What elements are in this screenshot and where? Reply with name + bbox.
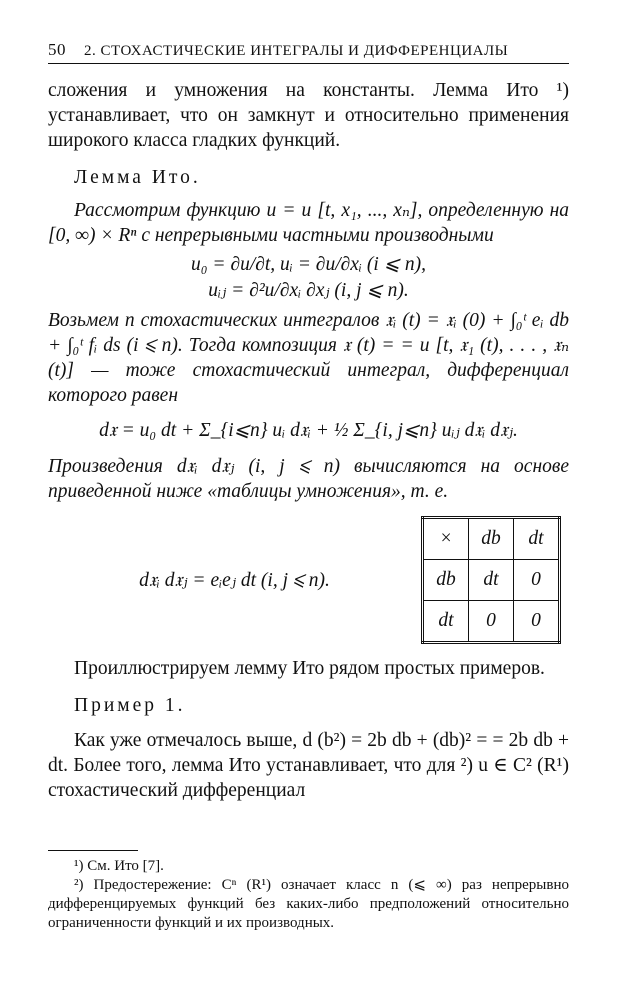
running-header: [48, 40, 569, 64]
page-number: 50: [48, 40, 66, 59]
table-cell: db: [469, 518, 514, 560]
table-cell: ×: [423, 518, 469, 560]
multiplication-table-row: [48, 516, 569, 644]
equation-partials: [48, 252, 569, 304]
footnote-rule: [48, 850, 138, 851]
table-header-row: [423, 518, 560, 560]
lemma-statement-3: Произведения d𝔵ᵢ d𝔵ⱼ (i, j ⩽ n) вычисляются на основе приведенной ниже «таблицы умножения», т. е.: [48, 456, 569, 502]
footnote-2: ²) Предостережение: Cⁿ (R¹) означает класс n (⩽ ∞) раз непрерывно дифференцируемых функций без каких-либо предположений относительно ограниченности функций и их производных.: [48, 877, 569, 931]
lemma-statement-2: Возьмем n стохастических интегралов 𝔵ᵢ (t) = 𝔵ᵢ (0) + ∫₀ᵗ eᵢ db + ∫₀ᵗ fᵢ ds (i ⩽ n). Тогда композиция 𝔵 (t) = = u [t, 𝔵₁ (t), . . . , 𝔵ₙ (t)] — тоже стохастический интеграл, дифференциал которого равен: [48, 310, 569, 406]
example-heading: Пример 1.: [74, 695, 186, 716]
paragraph-illustrate: Проиллюстрируем лемму Ито рядом простых примеров.: [74, 658, 545, 679]
table-cell: dt: [514, 518, 560, 560]
lemma-heading: Лемма Ито.: [74, 167, 201, 188]
footnote-1: ¹) См. Ито [7].: [74, 858, 164, 874]
table-cell: dt: [469, 560, 514, 601]
table-cell: 0: [514, 601, 560, 643]
page: [48, 40, 569, 803]
equation-ito-differential: d𝔵 = u₀ dt + Σ_{i⩽n} uᵢ d𝔵ᵢ + ½ Σ_{i, j⩽n} uᵢⱼ d𝔵ᵢ d𝔵ⱼ.: [99, 420, 518, 441]
paragraph-example: Как уже отмечалось выше, d (b²) = 2b db + (db)² = = 2b db + dt. Более того, лемма Ито устанавливает, что для ²) u ∈ C² (R¹) стохастический дифференциал: [48, 730, 569, 801]
running-title: 2. СТОХАСТИЧЕСКИЕ ИНТЕГРАЛЫ И ДИФФЕРЕНЦИАЛЫ: [84, 43, 509, 59]
lemma-statement-1: Рассмотрим функцию u = u [t, x₁, ..., xₙ], определенную на [0, ∞) × Rⁿ с непрерывными частными производными: [48, 200, 569, 246]
paragraph-intro: сложения и умножения на константы. Лемма Ито ¹) устанавливает, что он замкнут и относительно применения широкого класса гладких функций.: [48, 80, 569, 151]
table-row: [423, 601, 560, 643]
table-row: [423, 560, 560, 601]
equation-products: d𝔵ᵢ d𝔵ⱼ = eᵢeⱼ dt (i, j ⩽ n).: [139, 570, 330, 591]
equation-partials-line1: u₀ = ∂u/∂t, uᵢ = ∂u/∂xᵢ (i ⩽ n),: [191, 254, 426, 275]
table-cell: 0: [514, 560, 560, 601]
footnotes: [48, 850, 569, 933]
table-cell: 0: [469, 601, 514, 643]
table-cell: db: [423, 560, 469, 601]
table-cell: dt: [423, 601, 469, 643]
equation-partials-line2: uᵢⱼ = ∂²u/∂xᵢ ∂xⱼ (i, j ⩽ n).: [208, 280, 409, 301]
multiplication-table: [421, 516, 561, 644]
